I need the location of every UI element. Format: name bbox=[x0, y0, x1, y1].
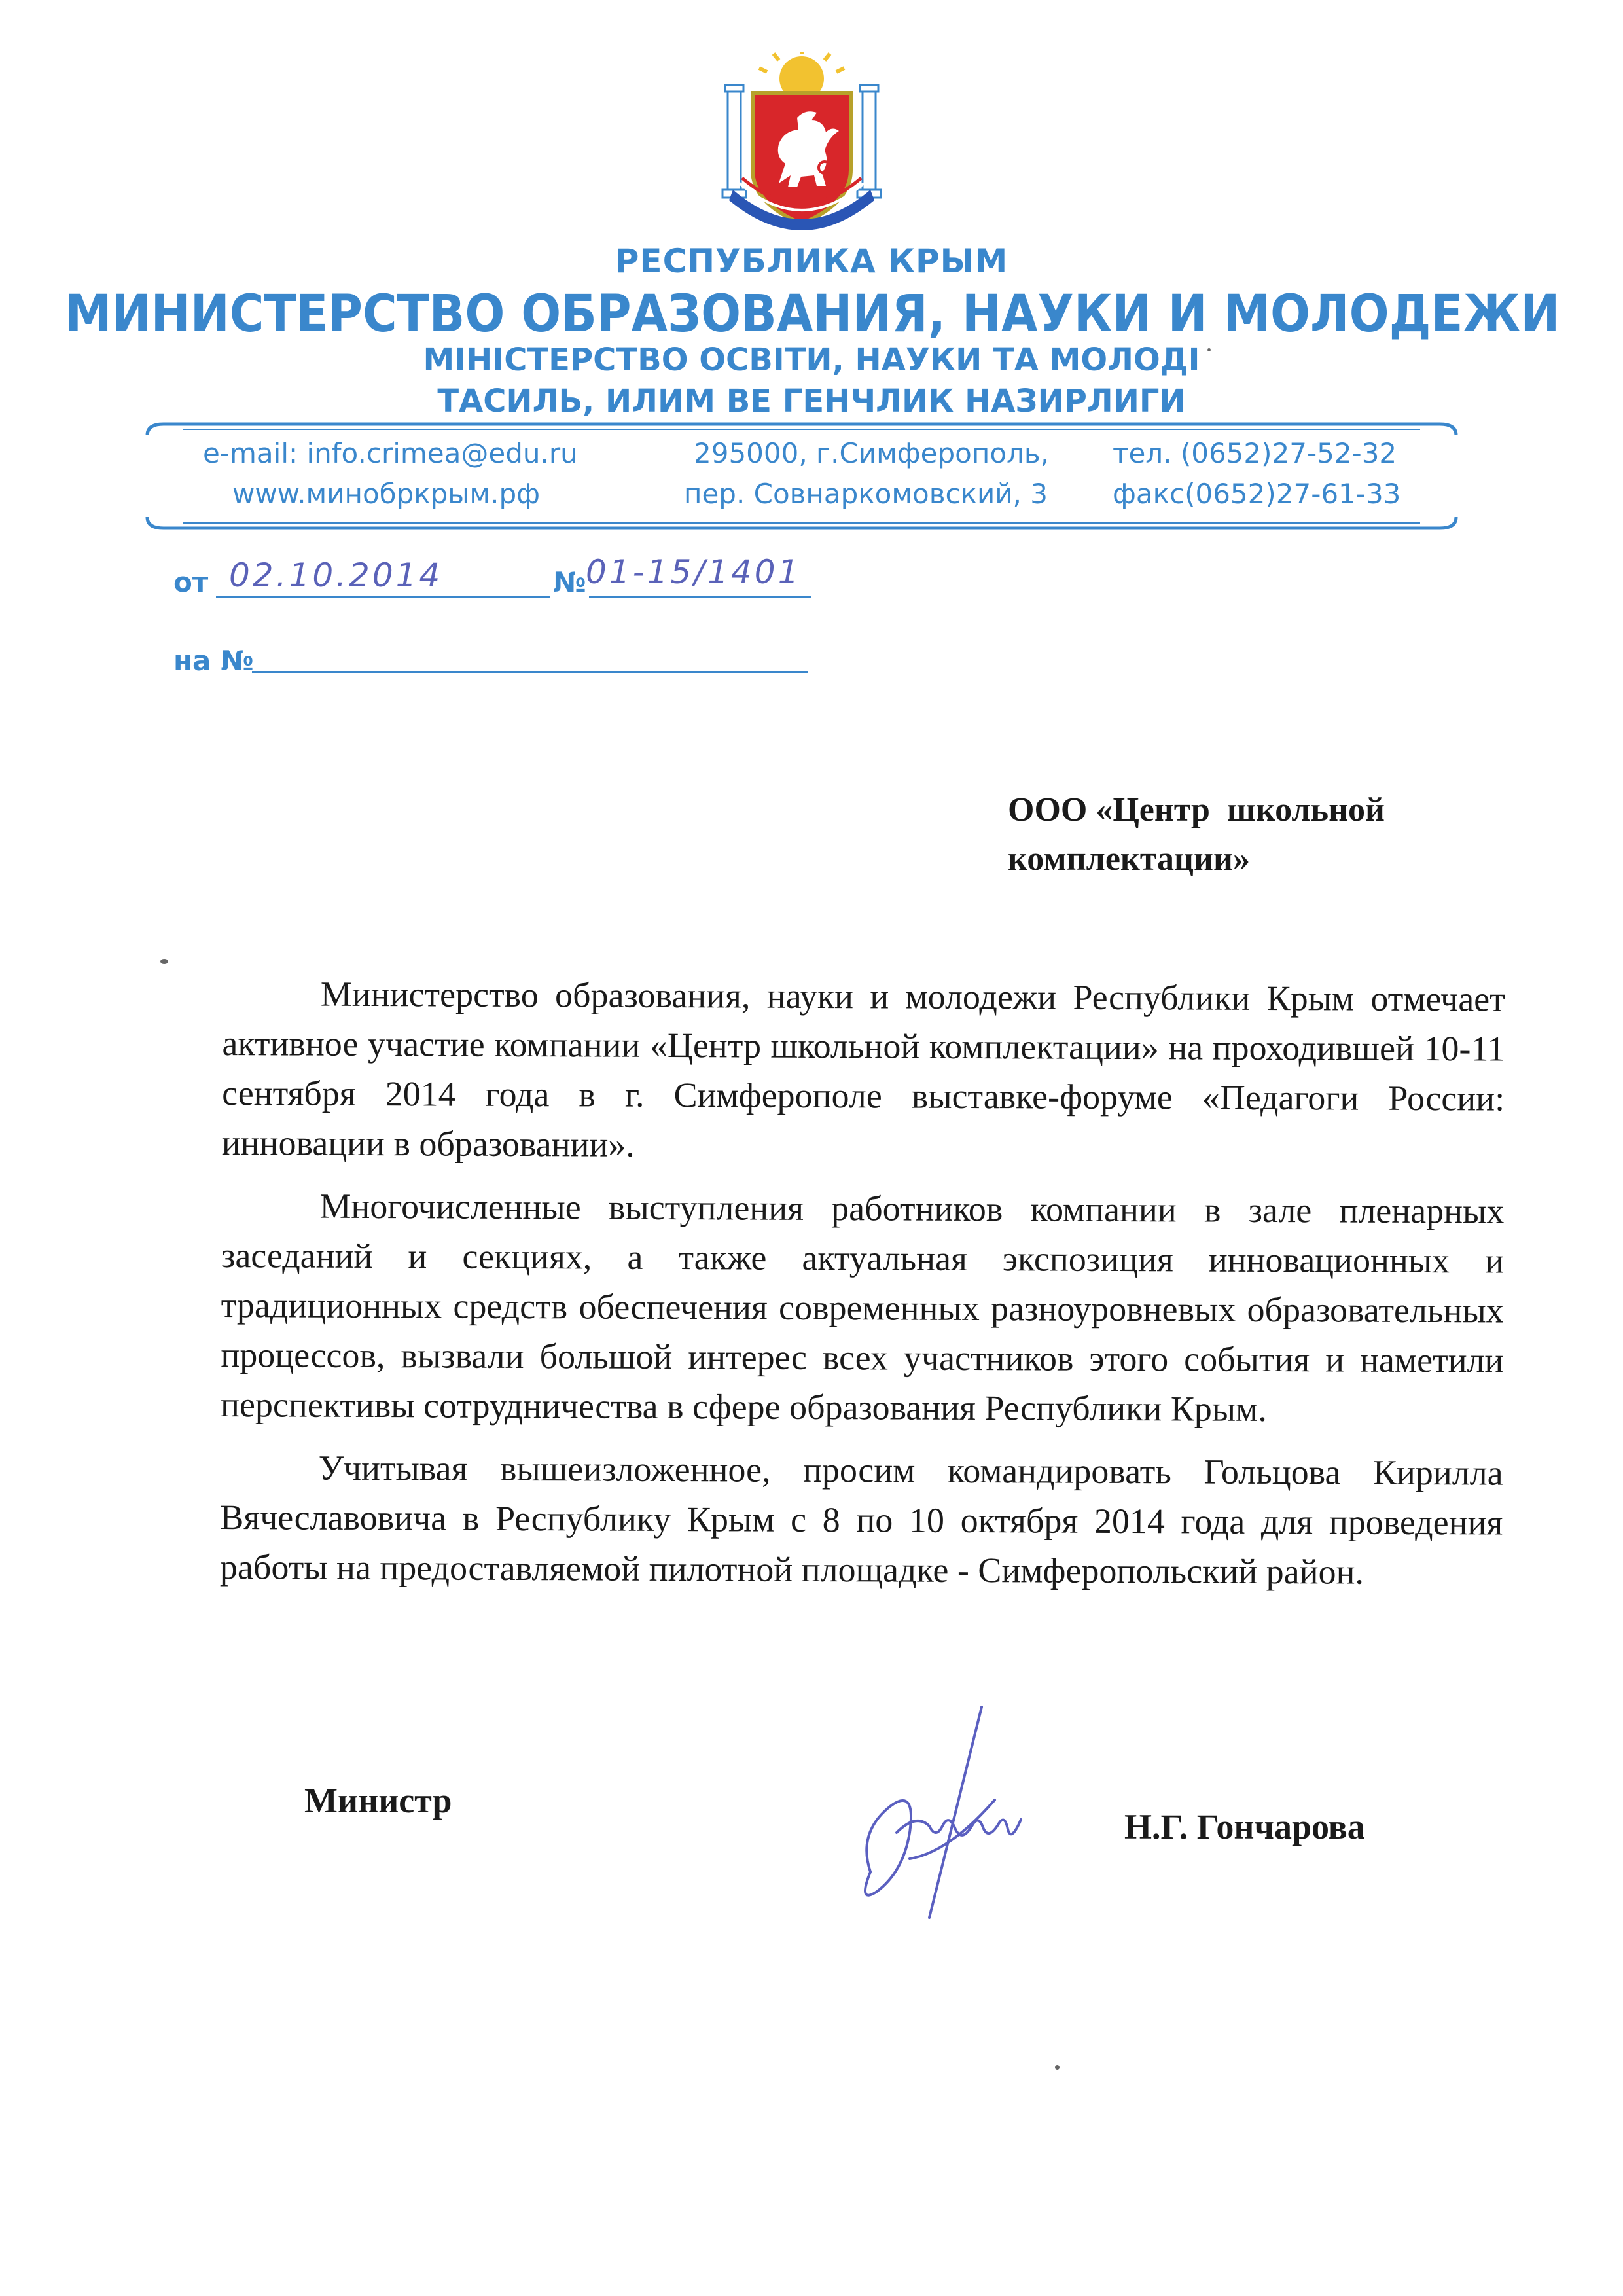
contact-frame-divider bbox=[144, 419, 1459, 533]
contact-phone: тел. (0652)27-52-32 bbox=[1113, 437, 1397, 469]
handwritten-signature bbox=[831, 1702, 1041, 1937]
number-label: № bbox=[553, 566, 586, 598]
contact-website: www.минобркрым.рф bbox=[232, 478, 541, 510]
reply-number-label: на № bbox=[173, 645, 254, 677]
addressee-line1: ООО «Центр школьной bbox=[1008, 791, 1385, 829]
handwritten-date: 02.10.2014 bbox=[229, 556, 443, 594]
letterhead-ministry-ukrainian: МІНІСТЕРСТВО ОСВІТИ, НАУКИ ТА МОЛОДІ bbox=[423, 342, 1200, 378]
date-label: от bbox=[173, 566, 209, 598]
letterhead-republic: РЕСПУБЛИКА КРЫМ bbox=[615, 242, 1008, 280]
contact-email: e-mail: info.crimea@edu.ru bbox=[203, 437, 578, 469]
signatory-name: Н.Г. Гончарова bbox=[1124, 1807, 1365, 1846]
number-line bbox=[589, 596, 812, 598]
letter-body bbox=[220, 969, 1505, 1611]
reply-number-line bbox=[252, 671, 808, 673]
crimea-coat-of-arms-icon bbox=[713, 52, 890, 242]
contact-address-line2: пер. Совнаркомовский, 3 bbox=[684, 478, 1048, 510]
scan-speck bbox=[160, 959, 168, 964]
scan-speck bbox=[1055, 2065, 1060, 2070]
body-paragraph-2: Многочисленные выступления работников компании в зале пленарных заседаний и секциях, а также актуальная экспозиция инновационных и традиционных средств обеспечения современных разноуровневых образовательных процессов, вызвали большой интерес всех участников этого события и наметили перспективы сотрудничества в сфере образования Республики Крым. bbox=[220, 1186, 1505, 1429]
body-paragraph-3: Учитывая вышеизложенное, просим командировать Гольцова Кирилла Вячеславовича в Республику Крым с 8 по 10 октября 2014 года для проведения работы на предоставляемой пилотной площадке - Симферопольский район. bbox=[219, 1448, 1503, 1592]
scan-speck bbox=[1207, 348, 1211, 351]
date-line bbox=[216, 596, 550, 598]
letterhead-ministry-crimean-tatar: ТАСИЛЬ, ИЛИМ ВЕ ГЕНЧЛИК НАЗИРЛИГИ bbox=[437, 383, 1186, 420]
contact-fax: факс(0652)27-61-33 bbox=[1113, 478, 1401, 510]
addressee-block bbox=[1008, 785, 1505, 884]
letterhead-ministry: МИНИСТЕРСТВО ОБРАЗОВАНИЯ, НАУКИ И МОЛОДЕЖИ bbox=[65, 285, 1560, 344]
addressee-line2: комплектации» bbox=[1008, 840, 1250, 878]
signatory-title: Министр bbox=[304, 1781, 452, 1820]
contact-address-line1: 295000, г.Симферополь, bbox=[694, 437, 1049, 469]
handwritten-number: 01-15/1401 bbox=[586, 553, 802, 591]
body-paragraph-1: Министерство образования, науки и молодежи Республики Крым отмечает активное участие компании «Центр школьной комплектации» на проходившей 10-11 сентября 2014 года в г. Симферополе выставке-форуме «Педагоги России: инновации в образовании». bbox=[221, 974, 1505, 1164]
